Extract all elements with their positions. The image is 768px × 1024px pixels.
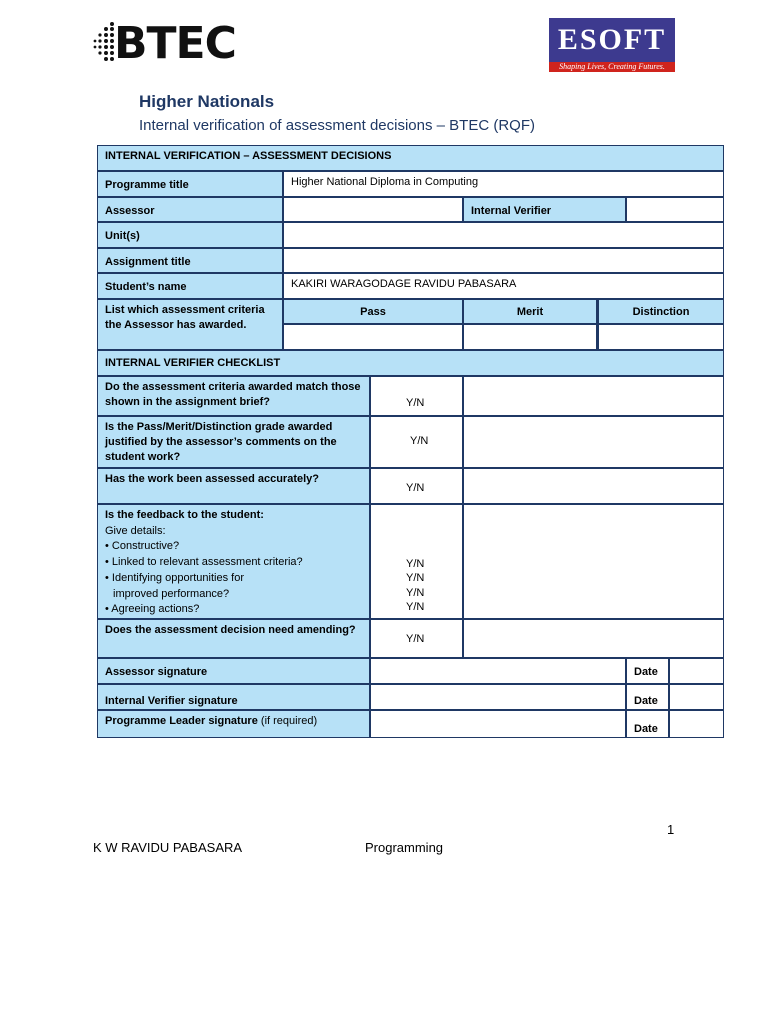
assignment-title-field[interactable] xyxy=(283,248,724,273)
pl-date-field[interactable] xyxy=(669,710,724,738)
assessor-signature-field[interactable] xyxy=(370,658,626,684)
question-grade-justified: Is the Pass/Merit/Distinction grade awarded justified by the assessor’s comments on the student work? xyxy=(97,416,370,468)
feedback-item-constructive: • Constructive? xyxy=(105,540,180,553)
feedback-item-improved: improved performance? xyxy=(113,587,230,600)
assessor-field[interactable] xyxy=(283,197,463,222)
iv-signature-field[interactable] xyxy=(370,684,626,710)
question-feedback xyxy=(97,504,370,619)
comment-decision-amending[interactable] xyxy=(463,619,724,658)
student-name-label: Student’s name xyxy=(97,273,283,299)
page-title: Higher Nationals xyxy=(139,92,275,111)
assessor-date-label: Date xyxy=(626,658,669,684)
pl-if-required: (if required) xyxy=(257,715,318,727)
yn-decision-amending-cell[interactable] xyxy=(370,619,463,658)
yn-feedback-constructive: Y/N xyxy=(406,558,425,570)
esoft-logo-text: ESOFT xyxy=(549,18,675,62)
assessor-label: Assessor xyxy=(97,197,283,222)
merit-field[interactable] xyxy=(463,324,597,350)
assignment-title-label: Assignment title xyxy=(97,248,283,273)
pl-date-label: Date xyxy=(626,710,669,738)
student-name-field[interactable]: KAKIRI WARAGODAGE RAVIDU PABASARA xyxy=(283,273,724,299)
page-number: 1 xyxy=(667,822,675,837)
yn-criteria-match: Y/N xyxy=(406,397,425,409)
distinction-field[interactable] xyxy=(597,324,724,350)
question-criteria-match: Do the assessment criteria awarded match those shown in the assignment brief? xyxy=(97,376,370,416)
page-subtitle: Internal verification of assessment decisions – BTEC (RQF) xyxy=(139,117,535,134)
checklist-heading: INTERNAL VERIFIER CHECKLIST xyxy=(97,350,724,376)
feedback-title: Is the feedback to the student: xyxy=(105,509,264,521)
merit-header: Merit xyxy=(463,299,597,324)
comment-assessed-accurately[interactable] xyxy=(463,468,724,504)
comment-grade-justified[interactable] xyxy=(463,416,724,468)
footer-student-name: K W RAVIDU PABASARA xyxy=(93,840,243,855)
esoft-tagline: Shaping Lives, Creating Futures. xyxy=(549,62,675,72)
iv-date-field[interactable] xyxy=(669,684,724,710)
feedback-give-details: Give details: xyxy=(105,524,166,537)
yn-assessed-accurately: Y/N xyxy=(406,482,425,494)
pass-header: Pass xyxy=(283,299,463,324)
question-decision-amending: Does the assessment decision need amending? xyxy=(97,619,370,658)
yn-grade-justified-cell[interactable] xyxy=(370,416,463,468)
btec-logo-text: BTEC xyxy=(114,18,236,69)
assessor-signature-label: Assessor signature xyxy=(97,658,370,684)
iv-date-label: Date xyxy=(626,684,669,710)
yn-feedback-linked: Y/N xyxy=(406,572,425,584)
yn-criteria-match-cell[interactable] xyxy=(370,376,463,416)
question-assessed-accurately: Has the work been assessed accurately? xyxy=(97,468,370,504)
pl-signature-text: Programme Leader signature xyxy=(105,715,258,727)
units-label: Unit(s) xyxy=(97,222,283,248)
footer-module: Programming xyxy=(365,840,444,855)
assessor-date-field[interactable] xyxy=(669,658,724,684)
feedback-item-linked: • Linked to relevant assessment criteria? xyxy=(105,556,303,569)
programme-title-field[interactable]: Higher National Diploma in Computing xyxy=(283,171,724,197)
section-heading: INTERNAL VERIFICATION – ASSESSMENT DECISIONS xyxy=(97,145,724,171)
yn-grade-justified: Y/N xyxy=(410,435,429,447)
pl-signature-label xyxy=(97,710,370,738)
comment-feedback[interactable] xyxy=(463,504,724,619)
pass-field[interactable] xyxy=(283,324,463,350)
btec-logo xyxy=(92,16,252,72)
comment-criteria-match[interactable] xyxy=(463,376,724,416)
esoft-logo xyxy=(549,18,675,72)
distinction-header: Distinction xyxy=(597,299,724,324)
internal-verifier-label: Internal Verifier xyxy=(463,197,626,222)
yn-decision-amending: Y/N xyxy=(406,633,425,645)
yn-feedback-cell[interactable] xyxy=(370,504,463,619)
iv-signature-label: Internal Verifier signature xyxy=(97,684,370,710)
yn-assessed-accurately-cell[interactable] xyxy=(370,468,463,504)
yn-feedback-identifying: Y/N xyxy=(406,587,425,599)
feedback-item-agreeing: • Agreeing actions? xyxy=(105,603,200,616)
criteria-label: List which assessment criteria the Assessor has awarded. xyxy=(97,299,283,350)
yn-feedback-agreeing: Y/N xyxy=(406,601,425,613)
programme-title-label: Programme title xyxy=(97,171,283,197)
pl-signature-field[interactable] xyxy=(370,710,626,738)
feedback-item-identifying: • Identifying opportunities for xyxy=(105,571,244,584)
internal-verifier-field[interactable] xyxy=(626,197,724,222)
units-field[interactable] xyxy=(283,222,724,248)
